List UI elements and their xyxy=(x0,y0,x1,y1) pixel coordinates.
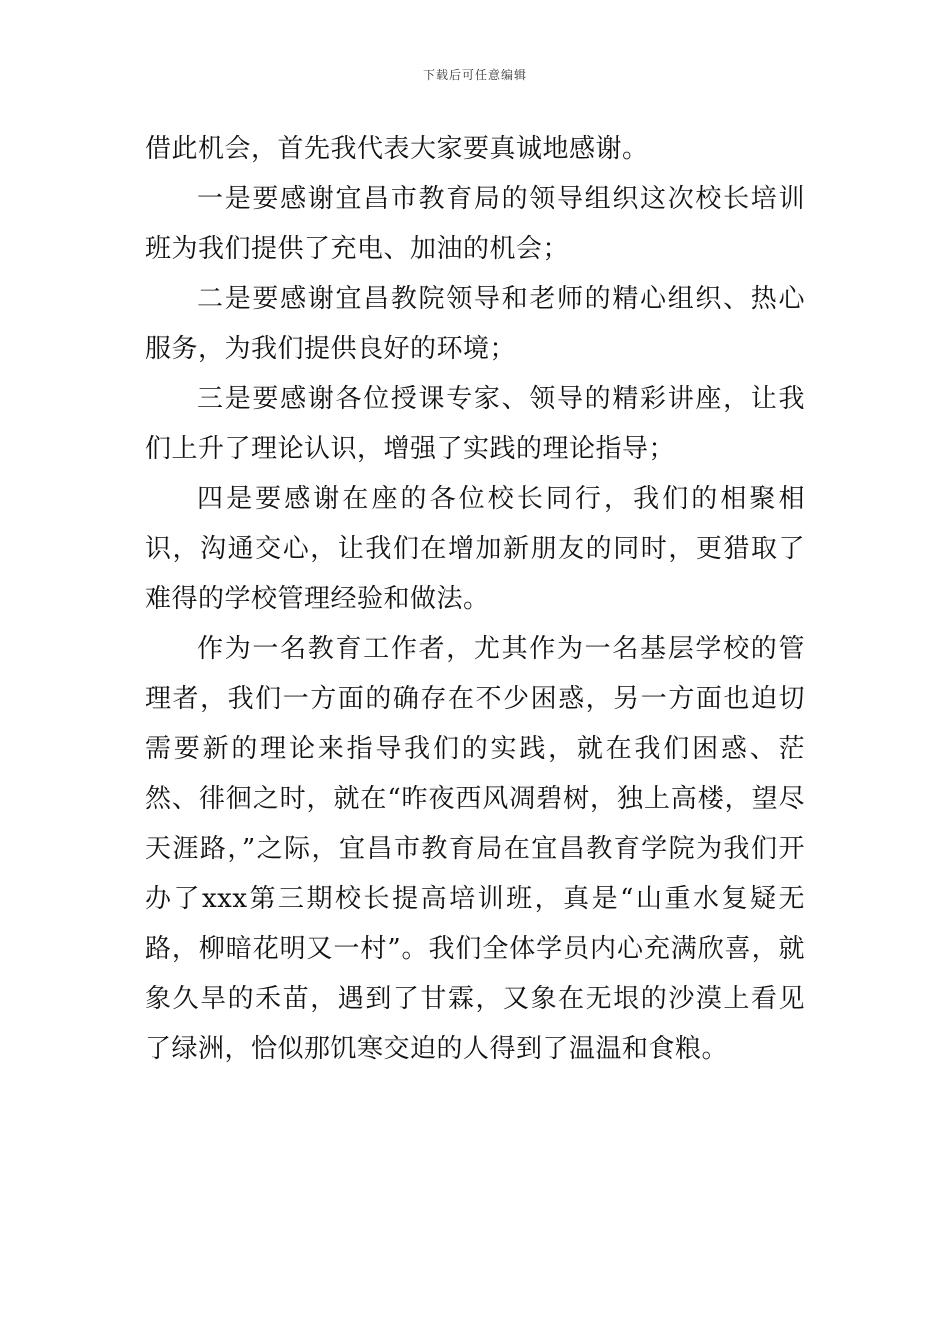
paragraph-reflection: 作为一名教育工作者，尤其作为一名基层学校的管理者，我们一方面的确存在不少困惑，另一方面也迫切需要新的理论来指导我们的实践，就在我们困惑、茫然、徘徊之时，就在“昨夜西风凋碧树，独上高楼，望尽天涯路，”之际，宜昌市教育局在宜昌教育学院为我们开办了xxx第三期校长提高培训班，真是“山重水复疑无路，柳暗花明又一村”。我们全体学员内心充满欣喜，就象久旱的禾苗，遇到了甘霖，又象在无垠的沙漠上看见了绿洲，恰似那饥寒交迫的人得到了温温和食粮。 xyxy=(145,634,805,1064)
document-body xyxy=(145,124,805,1074)
page-header: 下载后可任意编辑 xyxy=(422,68,527,82)
paragraph-thanks-2: 二是要感谢宜昌教院领导和老师的精心组织、热心服务，为我们提供良好的环境； xyxy=(145,284,805,364)
paragraph-thanks-4: 四是要感谢在座的各位校长同行，我们的相聚相识，沟通交心，让我们在增加新朋友的同时，更猎取了难得的学校管理经验和做法。 xyxy=(145,484,805,614)
paragraph-thanks-3: 三是要感谢各位授课专家、领导的精彩讲座，让我们上升了理论认识，增强了实践的理论指导； xyxy=(145,384,805,464)
paragraph-opening: 借此机会，首先我代表大家要真诚地感谢。 xyxy=(145,134,649,164)
paragraph-thanks-1: 一是要感谢宜昌市教育局的领导组织这次校长培训班为我们提供了充电、加油的机会； xyxy=(145,184,805,264)
